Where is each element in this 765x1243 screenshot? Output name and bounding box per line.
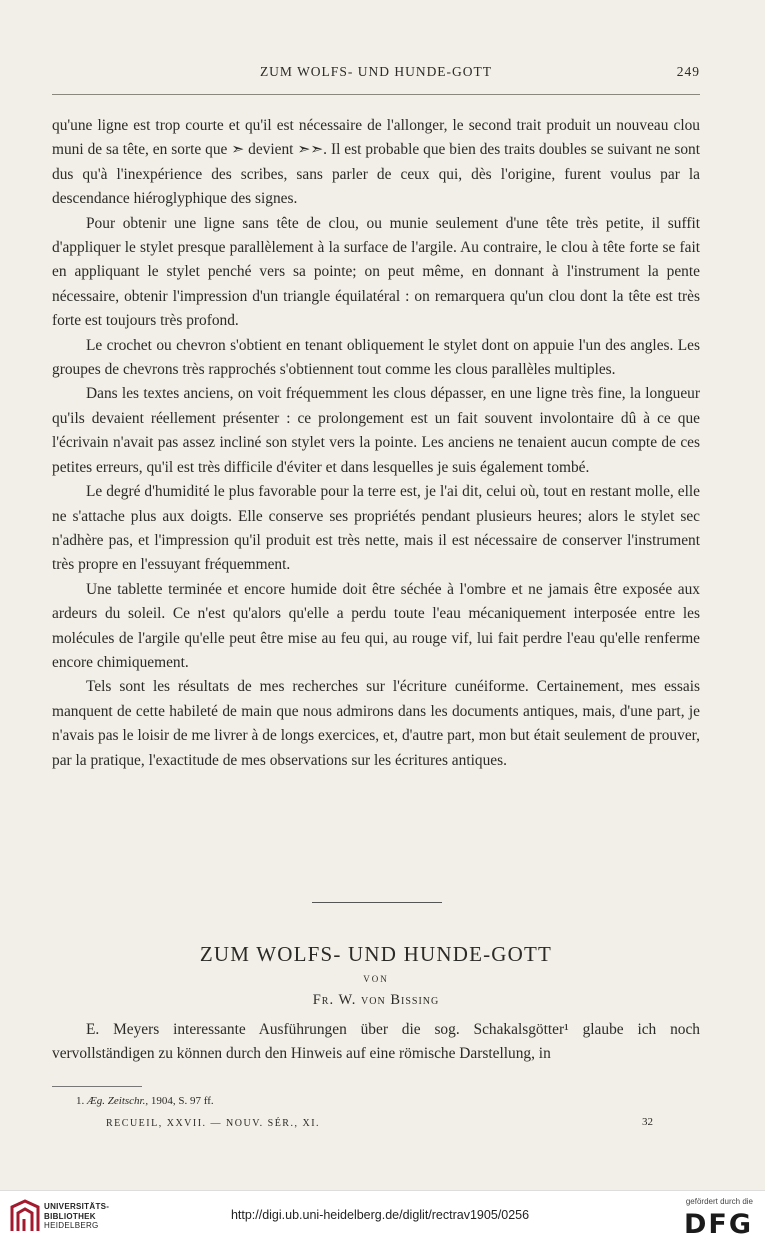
article-author: Fr. W. von Bissing [312, 992, 440, 1008]
library-name-line: UNIVERSITÄTS- [44, 1202, 110, 1211]
paragraph: Tels sont les résultats de mes recherches sur l'écriture cunéiforme. Certainement, mes essais manquent de cette habileté de main que nous admirons dans les documents antiques, mais, d'une part, je n'avais pas le loisir de me livrer à de longs exercices, et, d'autre part, mon but était seulement de prouver, par la pratique, l'exactitude de mes observations sur les écritures antiques. [52, 678, 700, 769]
article-paragraph: E. Meyers interessante Ausführungen über die sog. Schakalsgötter¹ glaube ich noch vervollständigen zu können durch den Hinweis auf eine römische Darstellung, in [52, 1021, 700, 1063]
viewer-footer [0, 1190, 765, 1243]
body-text [52, 114, 700, 773]
signature-sheet: 32 [642, 1116, 653, 1128]
paragraph: Dans les textes anciens, on voit fréquemment les clous dépasser, en une ligne très fine, la longueur qu'ils devaient réellement présenter : ce prolongement est un fait souvent involontaire dû à ce que l'écrivain n'avait pas assez incliné son stylet vers la pointe. Les anciens ne tenaient aucun compte de ces petites erreurs, qu'il est très difficile d'éviter et dans lesquelles je suis également tombé. [52, 385, 700, 476]
running-header [52, 64, 700, 86]
running-title: ZUM WOLFS- UND HUNDE-GOTT [259, 64, 493, 79]
section-separator [312, 902, 442, 903]
footnote-rule [52, 1086, 142, 1087]
university-logo-icon [8, 1197, 42, 1235]
article-title: ZUM WOLFS- UND HUNDE-GOTT [199, 942, 553, 966]
article-von: VON [363, 974, 389, 984]
footnote-journal: Æg. Zeitschr., [87, 1095, 149, 1107]
permalink-url[interactable]: http://digi.ub.uni-heidelberg.de/diglit/rectrav1905/0256 [230, 1208, 530, 1222]
library-name [44, 1202, 109, 1231]
footnote-details: 1904, S. 97 ff. [150, 1095, 214, 1107]
dfg-logo: DFG [683, 1209, 753, 1240]
library-name-line: BIBLIOTHEK [44, 1211, 96, 1221]
footnote [76, 1095, 214, 1107]
signature-series: RECUEIL, XXVII. — NOUV. SÉR., XI. [106, 1118, 321, 1129]
paragraph: Le crochet ou chevron s'obtient en tenant obliquement le stylet dont on appuie l'un des angles. Les groupes de chevrons très rapprochés s'obtiennent tout comme les clous parallèles multiples. [52, 336, 700, 379]
paragraph: Le degré d'humidité le plus favorable pour la terre est, je l'ai dit, celui où, tout en restant molle, elle ne s'attache plus aux doigts. Elle conserve ses propriétés pendant plusieurs heures; alors le stylet sec n'adhère pas, et l'impression qu'il produit est très nette, mais il est nécessaire de conserver l'instrument très propre en l'essuyant fréquemment. [52, 483, 700, 574]
footnote-number: 1. [76, 1095, 85, 1107]
library-name-line: HEIDELBERG [44, 1221, 99, 1230]
paragraph: qu'une ligne est trop courte et qu'il est nécessaire de l'allonger, le second trait produit un nouveau clou muni de sa tête, en sorte que ➣ devient ➣➣. Il est probable que bien des traits doubles se suivant ne sont dus qu'à l'inexpérience des scribes, sans parler de ceux qui, dès l'origine, furent voulus par la descendance hiéroglyphique des signes. [52, 117, 700, 208]
paragraph: Une tablette terminée et encore humide doit être séchée à l'ombre et ne jamais être exposée aux ardeurs du soleil. Ce n'est qu'alors qu'elle a perdu toute l'eau mécaniquement interposée entre les molécules de l'argile qu'elle peut être mise au feu qui, au rouge vif, lui fait perdre l'eau qu'elle renferme encore chimiquement. [52, 580, 700, 671]
header-rule [52, 94, 700, 95]
funded-by-label: gefördert durch die [685, 1197, 753, 1206]
page-number: 249 [676, 64, 700, 79]
paragraph: Pour obtenir une ligne sans tête de clou, ou munie seulement d'une tête très petite, il suffit d'appliquer le stylet presque parallèlement à la surface de l'argile. Au contraire, le clou à tête forte se fait en appliquant le stylet penché vers sa pointe; on peut même, en donnant à l'instrument la pente nécessaire, obtenir l'impression d'un triangle équilatéral : on remarquera qu'un clou dont la tête est très forte est toujours très profond. [52, 214, 700, 330]
article-body [52, 1018, 700, 1067]
